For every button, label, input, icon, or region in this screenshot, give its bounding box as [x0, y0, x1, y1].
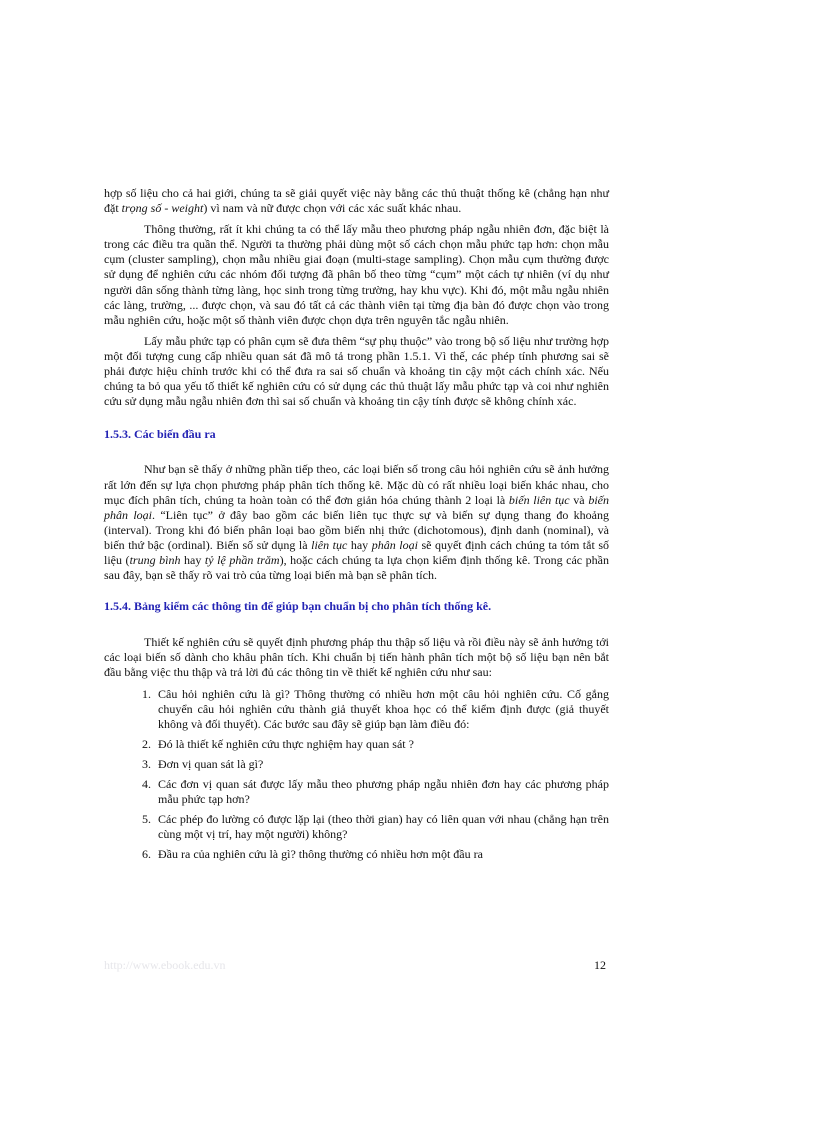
paragraph-2: Thông thường, rất ít khi chúng ta có thể lấy mẫu theo phương pháp ngẫu nhiên đơn, đặc biệt là trong các điều tra quần thể. Người ta thường phải dùng một số cách chọn mẫu phức tạp hơn: chọn mẫu cụm (cluster sampling), chọn mẫu nhiều giai đoạn (multi-stage sampling). Chọn mẫu cụm thường được sử dụng để nghiên cứu các nhóm đối tượng đã phân bố theo từng “cụm” một cách tự nhiên (ví dụ như người dân sống thành từng làng, học sinh trong từng trường, hay khu vực). Khi đó, một mẫu ngẫu nhiên các làng, trường, ... được chọn, và sau đó tất cả các thành viên tại từng địa bàn đó được chọn vào trong mẫu nghiên cứu, hoặc một số thành viên được chọn dựa trên nguyên tắc ngẫu nhiên.	[104, 222, 609, 327]
section-heading-1-5-3: 1.5.3. Các biến đầu ra	[104, 427, 216, 442]
list-item: 1. Câu hỏi nghiên cứu là gì? Thông thường có nhiều hơn một câu hỏi nghiên cứu. Cố gắng chuyển câu hỏi nghiên cứu thành giả thuyết khoa học có thể kiểm định được (giả thuyết không và đối thuyết). Các bước sau đây sẽ giúp bạn làm điều đó:	[154, 687, 609, 732]
footer-url: http://www.ebook.edu.vn	[104, 958, 226, 972]
list-item: 5. Các phép đo lường có được lặp lại (theo thời gian) hay có liên quan với nhau (chẳng hạn trên cùng một vị trí, hay một người) không?	[154, 812, 609, 842]
document-body	[104, 186, 609, 867]
paragraph-3: Lấy mẫu phức tạp có phân cụm sẽ đưa thêm “sự phụ thuộc” vào trong bộ số liệu như trường hợp một đối tượng cung cấp nhiều quan sát đã mô tả trong phần 1.5.1. Vì thế, các phép tính phương sai sẽ phải được hiệu chỉnh trước khi có thể đưa ra sai số chuẩn và khoảng tin cậy một cách chính xác. Nếu chúng ta bỏ qua yếu tố thiết kế nghiên cứu có sử dụng các thủ thuật lấy mẫu phức tạp và coi như nghiên cứu sử dụng mẫu ngẫu nhiên đơn thì sai số chuẩn và khoảng tin cậy tính được sẽ không chính xác.	[104, 333, 609, 409]
checklist	[104, 687, 609, 863]
list-item: 2. Đó là thiết kế nghiên cứu thực nghiệm hay quan sát ?	[154, 737, 609, 752]
paragraph-5: Thiết kế nghiên cứu sẽ quyết định phương pháp thu thập số liệu và rồi điều này sẽ ảnh hưởng tới các loại biến số dành cho khâu phân tích. Khi chuẩn bị tiến hành phân tích một bộ số liệu bạn nên bắt đầu bằng việc thu thập và trả lời đủ các thông tin về thiết kế nghiên cứu như sau:	[104, 635, 609, 680]
list-item: 3. Đơn vị quan sát là gì?	[154, 757, 609, 772]
paragraph-4: Như bạn sẽ thấy ở những phần tiếp theo, các loại biến số trong câu hỏi nghiên cứu sẽ ảnh hưởng rất lớn đến sự lựa chọn phương pháp phân tích thống kê. Mặc dù có rất nhiều loại biến khác nhau, cho mục đích phân tích, chúng ta hoàn toàn có thể đơn giản hóa chúng thành 2 loại là biến liên tục và biến phân loại. “Liên tục” ở đây bao gồm các biến liên tục thực sự và biến sự dụng thang đo khoảng (interval). Trong khi đó biến phân loại bao gồm biến nhị thức (dichotomous), định danh (nominal), và biến thứ bậc (ordinal). Biến số sử dụng là liên tục hay phân loại sẽ quyết định cách chúng ta tóm tắt số liệu (trung bình hay tỷ lệ phần trăm), hoặc cách chúng ta lựa chọn kiểm định thống kê. Trong các phần sau đây, bạn sẽ thấy rõ vai trò của từng loại biến mà bạn sẽ phân tích.	[104, 462, 610, 583]
list-item: 4. Các đơn vị quan sát được lấy mẫu theo phương pháp ngẫu nhiên đơn hay các phương pháp mẫu phức tạp hơn?	[154, 777, 609, 807]
section-heading-1-5-4: 1.5.4. Bảng kiểm các thông tin để giúp bạn chuẩn bị cho phân tích thống kê.	[104, 599, 492, 614]
list-item: 6. Đầu ra của nghiên cứu là gì? thông thường có nhiều hơn một đầu ra	[154, 847, 609, 862]
page-number: 12	[594, 958, 606, 972]
paragraph-1: hợp số liệu cho cả hai giới, chúng ta sẽ giải quyết việc này bằng các thủ thuật thống kê (chẳng hạn như đặt trọng số - weight) vì nam và nữ được chọn với các xác suất khác nhau.	[104, 186, 609, 216]
